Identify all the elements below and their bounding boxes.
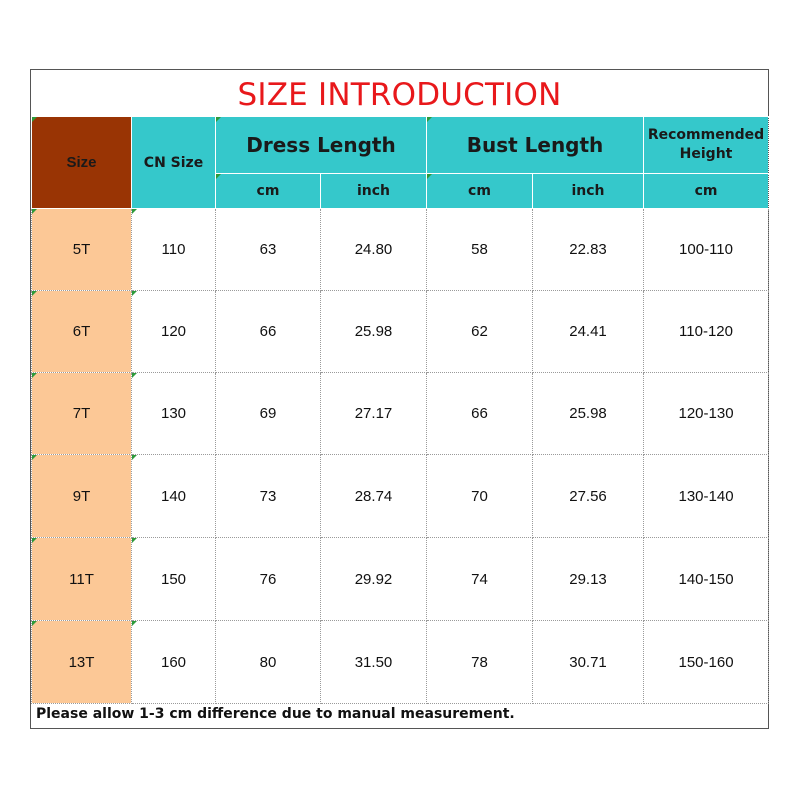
unit-dress-cm: cm [216, 174, 321, 209]
height-cell: 150-160 [644, 621, 769, 704]
table-row [32, 291, 769, 373]
height-cell: 130-140 [644, 455, 769, 538]
header-cn-size: CN Size [132, 117, 216, 209]
cn-size-cell: 150 [132, 538, 216, 621]
cn-size-cell: 120 [132, 291, 216, 373]
dress-cm-cell: 80 [216, 621, 321, 704]
dress-cm-cell: 76 [216, 538, 321, 621]
dress-inch-cell: 29.92 [321, 538, 427, 621]
bust-inch-cell: 30.71 [533, 621, 644, 704]
table-row [32, 538, 769, 621]
dress-inch-cell: 27.17 [321, 373, 427, 455]
unit-height-cm: cm [644, 174, 769, 209]
height-cell: 120-130 [644, 373, 769, 455]
bust-inch-cell: 29.13 [533, 538, 644, 621]
bust-cm-cell: 58 [427, 209, 533, 291]
cn-size-cell: 130 [132, 373, 216, 455]
dress-cm-cell: 73 [216, 455, 321, 538]
bust-inch-cell: 22.83 [533, 209, 644, 291]
dress-inch-cell: 24.80 [321, 209, 427, 291]
bust-cm-cell: 66 [427, 373, 533, 455]
table-row [32, 621, 769, 704]
height-cell: 140-150 [644, 538, 769, 621]
unit-dress-inch: inch [321, 174, 427, 209]
cn-size-cell: 110 [132, 209, 216, 291]
unit-bust-cm: cm [427, 174, 533, 209]
size-cell: 5T [32, 209, 132, 291]
header-dress-length: Dress Length [216, 117, 427, 174]
header-size: Size [32, 117, 132, 209]
dress-inch-cell: 25.98 [321, 291, 427, 373]
height-cell: 100-110 [644, 209, 769, 291]
bust-cm-cell: 62 [427, 291, 533, 373]
dress-inch-cell: 31.50 [321, 621, 427, 704]
cn-size-cell: 160 [132, 621, 216, 704]
bust-cm-cell: 78 [427, 621, 533, 704]
chart-title: SIZE INTRODUCTION [237, 77, 562, 113]
table-row [32, 373, 769, 455]
size-cell: 11T [32, 538, 132, 621]
bust-inch-cell: 25.98 [533, 373, 644, 455]
bust-cm-cell: 70 [427, 455, 533, 538]
size-chart [30, 69, 769, 729]
header-bust-length: Bust Length [427, 117, 644, 174]
dress-cm-cell: 63 [216, 209, 321, 291]
unit-bust-inch: inch [533, 174, 644, 209]
size-cell: 9T [32, 455, 132, 538]
table-row [32, 209, 769, 291]
dress-cm-cell: 69 [216, 373, 321, 455]
header-recommended-height: Recommended Height [644, 117, 769, 174]
size-cell: 6T [32, 291, 132, 373]
dress-inch-cell: 28.74 [321, 455, 427, 538]
bust-inch-cell: 24.41 [533, 291, 644, 373]
dress-cm-cell: 66 [216, 291, 321, 373]
header-row [32, 117, 769, 174]
bust-cm-cell: 74 [427, 538, 533, 621]
size-cell: 7T [32, 373, 132, 455]
height-cell: 110-120 [644, 291, 769, 373]
measurement-note: Please allow 1-3 cm difference due to manual measurement. [36, 706, 515, 722]
cn-size-cell: 140 [132, 455, 216, 538]
size-table [31, 116, 769, 704]
bust-inch-cell: 27.56 [533, 455, 644, 538]
size-cell: 13T [32, 621, 132, 704]
table-row [32, 455, 769, 538]
